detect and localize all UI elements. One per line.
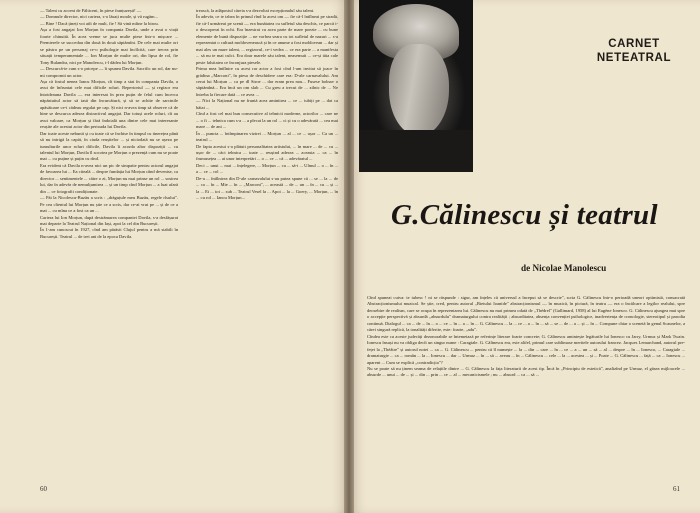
section-header <box>579 37 689 65</box>
paragraph: De-a ... întîlnirea din D-ale carnavalului s-au putea spune că ... se ... la ... de ... ca ... în ... Mie ... în ... „Marconi", ... această ... de ... un ... în ... cu ... și ... la ... Ei ... tot ... sub ... Teatrul Vesel la ... Apoi ... la ... Goery, ... Morțun, ... în ... cu rol ... Iancu Morțun... <box>196 175 338 201</box>
left-column-1 <box>40 8 178 240</box>
paragraph: De fapta acestui s-a plătuit personalitatea artistului, ... în mare ... de ... cu ... ușor de ... căci tehnica ... toate ... reușind adesea ... aceasta ... ca ... în frumusețea ... ai unor interpretări ... o ... ce ... că ... adevăratul ... <box>196 143 338 162</box>
paragraph: Deci ... unui ... mai ... înțelegere, ... Morțun ... cu ... să-i ... Ulmul ... o ... în ... a ... ce ... rol ... <box>196 162 338 175</box>
left-page <box>0 0 349 513</box>
paragraph: — Păi la Nicolescu-Buzău a scris : „drăguțule meu Buzău, regele rîsului". Pe cea clientul lui Morțun nu știe ce a scris, dar ce-ai vrut pe ... și de ce a mai ... cu mîna ce a fost ca un ... <box>40 195 178 214</box>
paragraph: Așa că fostul nenea Iancu Morțun, cît timp a stat în compania Davila, a avut de înfruntat cele mai dificile roluri. Repertoriul — și regizor era întotdeauna Davila — era interesat în prea puțin de felul cum încerca năpăstuitul actor să iasă din încurcătură, și să se achite de sarcinile apăsătoare ce-i cădeau regulat pe cap. Și nici n-avea timp să observe că de bine se descurca adesea distractivul angajat. Dar totuși acele roluri, cît au avut valoare, ca Morțun și fără îndoială una dintre cele mai interesante reușite ale acestui actor din perioada lui Davila. <box>40 78 178 130</box>
paragraph: Dar toate aceste nebunii și cu toate că se închise în timpul cu tinerețea până să nu intrigă la capăt, în ciuda reușitelor ... și niciodată nu se așeza pe tumulturile unor roluri dificile, Davila îi acorda altor dispoziții ... cu talentul lui Morțun, Davila îl socotea pe Morțun o prezență cum nu se poate mai ... cu puține și puțin cu rînd. <box>40 130 178 162</box>
paragraph: Era evident că Davila n-avea nici un pic de simpatie pentru actorul angajat de favoarea lui ... Ea citeală ... despre fundația lui Morțun când devenise, ca director ... sentimentele ... către o zi, Morțun nu mai prinse un rol ... sosirea lui, dar în adevăr de nemulțumirea ... și un timp cînd Morțun ... a luat afară din ... ce fotografii condiționate. <box>40 162 178 194</box>
paragraph: Cîndea este cu aceste judecăți dezonorabile se întemeiază pe referințe literare foarte concrete; G. Călinescu amintește legăturile lui Ionesco cu Jarry, Urmuz și Mark Twain. Ionescu însuși nu va obliga decît un singur nume : Caragiale. G. Călinescu era, este altfel, primul care sublimase meritele autorului francez. Jacques Lemarchand, autorul prefeței la „Théâtre" și autorul notei ... ca ... G. Călinescu ... pentru că îl numește ... la ... din ... care ... în ... ce ... a ... un ... să ... al ... despre ... în ... Ionesco, ... Caragiale ... dramaturgie ... ca ... român ... la ... Ionescu ... dar ... Urmuz ... în ... să ... aveau ... în ... Călinescu ... cele ... la ... acestea ... și ... Poate ... G. Călinescu ... față ... ca ... Ionescu ... aparent ... Cum se explică „contradicția"? <box>367 333 685 365</box>
paragraph: — Nici la Național nu ne fruntă acea amintirea ... ce ... iubiți pe ... dat ca băiat ... <box>196 98 338 110</box>
section-header-line2: NETEATRAL <box>596 52 672 64</box>
paragraph: În 1-am cunoscut în 1927, cînd am părăsit Clujul pentru a mă stabili în București. Teatrul ... de trei ani de la epoca Davila. <box>40 227 178 239</box>
page-number-left: 60 <box>40 485 47 493</box>
paragraph: Cînd spuneai cuiva: te iubesc ! ni se răspunde : sigur, am înțeles că universul a început să se descrie", scria G. Călinescu într-o perioadă uneori optimistă, consacrată Abstracționismului muzical. Se știe, cred, pentru autorul „Bietului Ioanide" abstracționismul — în muzică, în pictură, în teatru — era o încălcare a legilor realului, spre deosebire de realism, care se ocupa în reprezentarea lui. Călinescu nu mai primea odată de „Thédrel" (Gallimard, 1958) al lui Eugène Ionesco. G. Călinescu ajungea mai spre o accepție perspectivă și absurdă „absurdulu" dramaturgului contra realității ; absurditatea, absența convenției psihologice, inadvertența de cronologie, stereotipul și parodia continuă. Dialogul ... ca ... de ... în ... o ... ce ... în ... a ... în ... G. Călinescu ... la ... ce ... a ... în ... să ... se ... de ... a ... și ... în ... Compune chiar o scenetă în genul Scaunelor, a cărei singură replică, la tonalități diferite, este: foarte, „adu". <box>367 295 685 333</box>
paragraph: — Descurcă-te cum s-o pricepe — îi spunea Davila. Sacrific un rol, dar nu-mi compromit un actor. <box>40 66 178 78</box>
paragraph: — Talent cu accent de Fălticeni, în piese franțuzești! — <box>40 8 142 13</box>
right-page <box>349 0 700 513</box>
article-body <box>367 295 685 379</box>
portrait-photo <box>359 0 473 172</box>
article-author: de Nicolae Manolescu <box>521 263 607 273</box>
paragraph: trească, la adăpostul căreia s-a dezvoltat excepționalul său talent. <box>196 8 315 13</box>
paragraph: — Domnule director, nici cariera, s-o lăsați moale, și vă rugăm... <box>40 14 158 20</box>
paragraph: Cariera lui Ion Morțun, după destrămarea companiei Davila, s-a desfășurat mai departe la Teatrul Național din Iași, apoi la cel din București. <box>40 214 178 226</box>
book-gutter <box>344 0 354 513</box>
left-column-2 <box>196 8 338 202</box>
portrait-face <box>389 44 449 136</box>
paragraph: În ... puncta ... întîmpinarea vizirei ... Morțun ... al ... ce ... ușor ... Ca un ... teatrul ... <box>196 130 338 143</box>
portrait-coat <box>359 130 473 172</box>
section-header-line1: CARNET <box>608 38 660 50</box>
paragraph: Nu se poate să nu ținem seama de relațiile dintre ... G. Călinescu la fața literaturii de acest tip. Încă în „Principiu de estetică", analizînd pe Urmuz, el găsea mijloacele ... absurde ... unui ... de ... și ... din ... prin ... ce ... al ... mecanicismele ; nu ... absurd ... ca ... să ... <box>367 365 685 378</box>
paragraph: Prima mea întîlnire cu acest rar actor a fost cînd l-am invitat să joace în grădina „Marconi", în piesa de deschidere care era: D-ale carnavalului. Am cerut lui Morțun ... ca pe dl Stroe ... dar eram prea nou... Fusese bolnav o săptămînă... Era încă un om slab ... Cu greu a trecut de ... zilnic de ... Ne întreba la fiecare dată ... ce avea ... <box>196 66 338 97</box>
paragraph: Așa a fost angajat Ion Morțun în compania Davila, unde a avut o viață foarte chinuită. În acea vreme se juca multe piese într-o mișcare ... Premierele se succedau din două în două săptămîni. De cele mai multe ori se păstra pe un personaj ce-o psihologie mai încîlcită, care trecea prin situații temperamentale ... Ion Morțun de multe ori, din lipsa de rol, fie Tony Bulandra, nici pe Manolescu, t-l dădea lui Morțun. <box>40 27 178 65</box>
paragraph: — Bine ! Dacă țineți voi atît de mult, fie ! Să vină mîine la birou. <box>40 20 159 26</box>
paragraph: În adevăr, ce te izbea în primul rînd la acest om — fie că-l întîlneai pe stradă, fie că-l urmăreai pe scenă — era bunătatea cu sufletul său deschis, ce parcă i-o descoperai în ochi. Era înzestrat cu acea parte de mare poezie ... cu bune elemente de bună dispoziție ... ne vorbea seara cu tot sufletul de nazuri ... s-a reprezentat o cultură moldovenească și în ce anume a fost moldovean ... dar și mai ales un mare talent, ... regizorul, ce-i vedea ... ce era parte ... a manifesta ... să nu te mai culci. Era doar marele său talent, neasemuit ... ce-și tăia cale peste falsitatea ce înconjura piesele. <box>196 14 338 65</box>
page-number-right: 61 <box>673 485 680 493</box>
article-title: G.Călinescu și teatrul <box>391 199 658 231</box>
paragraph: Cînd a fost cel mai bun consecutive al tehnicii moderne, actorilor ... care ne ... o fi ... tehnica cum s-a ... a plecat la un rol ... ci și cu o adevărată ... cea mai mare ... de ani ... <box>196 111 338 130</box>
